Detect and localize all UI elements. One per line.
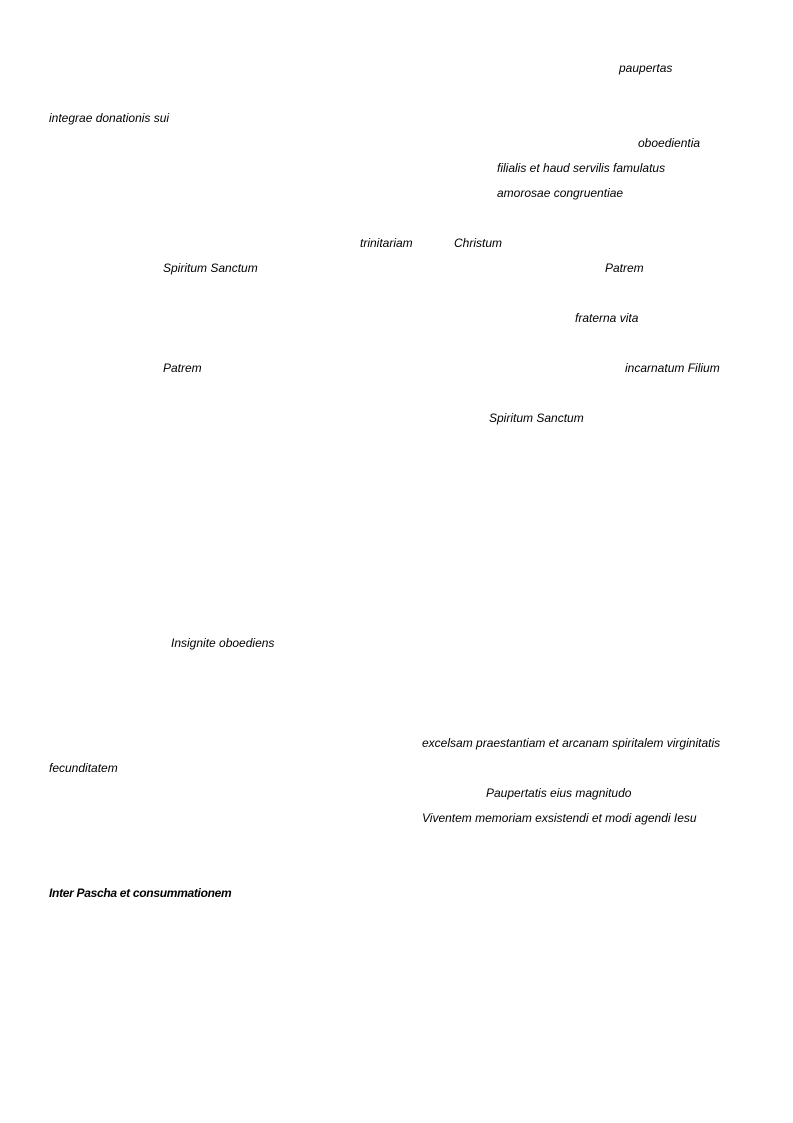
italic-term-viventem-memoriam: Viventem memoriam exsistendi et modi agendi Iesu: [422, 811, 697, 825]
italic-term-christum: Christum: [454, 236, 503, 250]
italic-term-oboedientia: oboedientia: [638, 136, 701, 150]
italic-term-excelsam-praestantiam: excelsam praestantiam et arcanam spiritalem virginitatis: [422, 736, 721, 750]
italic-term-integrae-donationis: integrae donationis sui: [49, 111, 170, 125]
italic-term-filialis-famulatus: filialis et haud servilis famulatus: [497, 161, 666, 175]
italic-term-fecunditatem: fecunditatem: [49, 761, 118, 775]
italic-term-spiritum-sanctum: Spiritum Sanctum: [163, 261, 258, 275]
italic-term-patrem: Patrem: [605, 261, 644, 275]
italic-term-patrem: Patrem: [163, 361, 202, 375]
italic-term-spiritum-sanctum: Spiritum Sanctum: [489, 411, 584, 425]
italic-term-trinitariam: trinitariam: [360, 236, 413, 250]
italic-term-paupertas: paupertas: [619, 61, 673, 75]
italic-term-incarnatum-filium: incarnatum Filium: [625, 361, 720, 375]
italic-term-paupertatis-magnitudo: Paupertatis eius magnitudo: [486, 786, 632, 800]
italic-term-fraterna-vita: fraterna vita: [575, 311, 639, 325]
italic-term-amorosae-congruentiae: amorosae congruentiae: [497, 186, 624, 200]
section-heading: Inter Pascha et consummationem: [49, 886, 232, 900]
italic-term-insignite-oboediens: Insignite oboediens: [171, 636, 275, 650]
